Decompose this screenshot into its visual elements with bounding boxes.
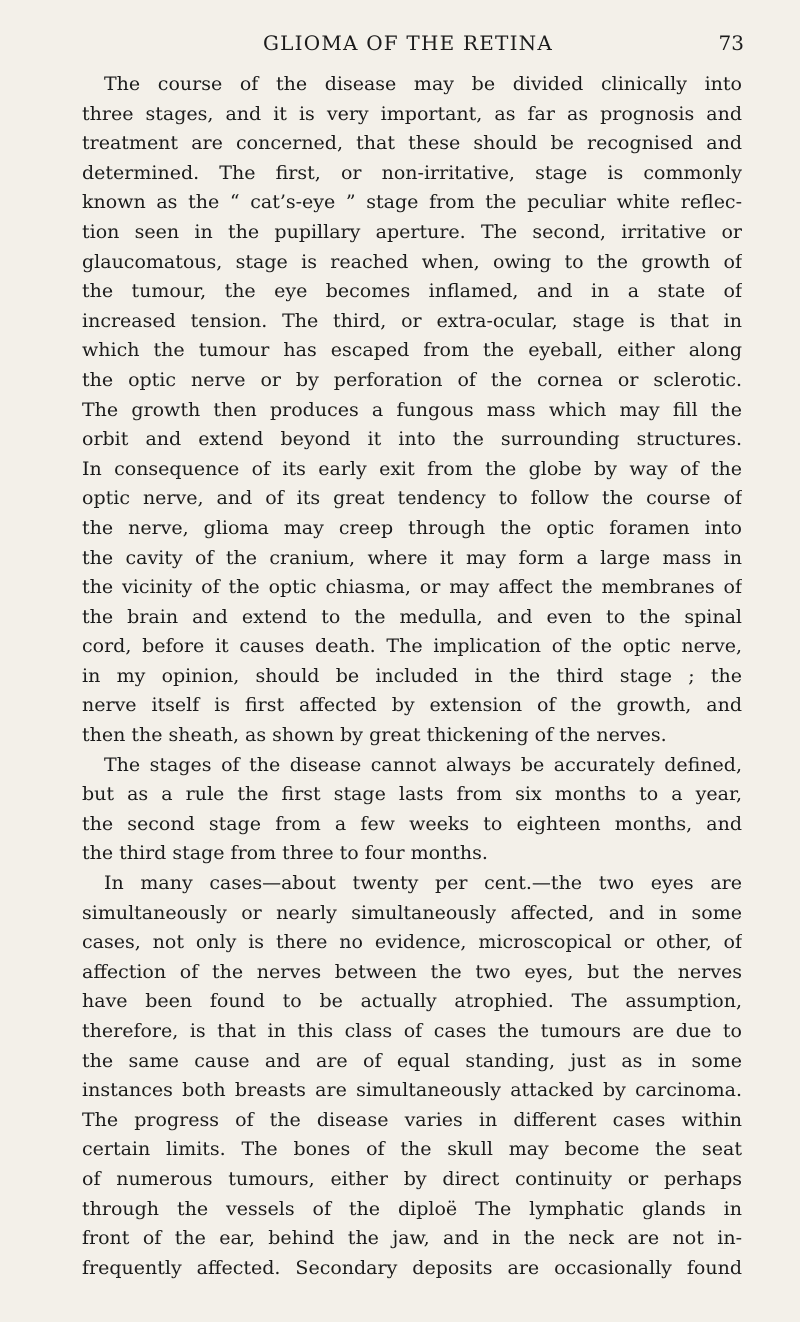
paragraph [82, 869, 742, 1283]
text-line: in my opinion, should be included in the third stage ; the [82, 664, 742, 687]
text-line: which the tumour has escaped from the eyeball, either along [82, 339, 742, 362]
running-head [72, 28, 744, 58]
text-line: orbit and extend beyond it into the surrounding structures. [82, 428, 742, 451]
text-line: the brain and extend to the medulla, and even to the spinal [82, 605, 742, 628]
text-line: the optic nerve or by perforation of the cornea or sclerotic. [82, 368, 742, 391]
text-line: the vicinity of the optic chiasma, or may affect the membranes of [82, 576, 742, 599]
text-line: therefore, is that in this class of cases the tumours are due to [82, 1020, 742, 1042]
text-line: then the sheath, as shown by great thickening of the nerves. [82, 724, 667, 747]
text-line: certain limits. The bones of the skull may become the seat [82, 1138, 742, 1161]
text-line: In many cases—about twenty per cent.—the two eyes are [104, 872, 742, 895]
text-line: frequently affected. Secondary deposits are occasionally found [82, 1256, 742, 1279]
text-line: determined. The first, or non-irritative, stage is commonly [82, 161, 742, 184]
text-line: tion seen in the pupillary aperture. The second, irritative or [82, 220, 742, 243]
text-line: but as a rule the first stage lasts from six months to a year, [82, 783, 742, 806]
paragraph [82, 751, 742, 869]
text-line: nerve itself is first affected by extension of the growth, and [82, 694, 742, 717]
text-line: The course of the disease may be divided clinically into [104, 73, 742, 95]
text-line: have been found to be actually atrophied. The assumption, [82, 990, 742, 1013]
running-title: GLIOMA OF THE RETINA [262, 31, 554, 55]
paragraph [82, 70, 742, 751]
text-line: glaucomatous, stage is reached when, owing to the growth of [82, 250, 742, 273]
text-line: through the vessels of the diploë The lymphatic glands in [82, 1197, 742, 1220]
text-line: treatment are concerned, that these should be recognised and [82, 132, 742, 155]
text-line: known as the “ cat’s-eye ” stage from the peculiar white reflec- [82, 191, 742, 214]
text-line: simultaneously or nearly simultaneously affected, and in some [82, 901, 742, 924]
page-number: 73 [718, 31, 744, 55]
text-line: cord, before it causes death. The implication of the optic nerve, [82, 635, 742, 658]
text-line: The stages of the disease cannot always be accurately defined, [104, 753, 742, 776]
text-line: increased tension. The third, or extra-ocular, stage is that in [82, 309, 742, 332]
text-line: instances both breasts are simultaneously attacked by carcinoma. [82, 1079, 742, 1102]
text-line: the cavity of the cranium, where it may form a large mass in [82, 546, 742, 569]
text-line: the tumour, the eye becomes inflamed, and in a state of [82, 280, 742, 303]
text-line: The progress of the disease varies in different cases within [82, 1108, 742, 1131]
text-line: affection of the nerves between the two eyes, but the nerves [82, 960, 742, 983]
text-line: cases, not only is there no evidence, microscopical or other, of [82, 931, 742, 954]
text-line: In consequence of its early exit from the globe by way of the [82, 457, 742, 480]
text-line: the same cause and are of equal standing, just as in some [82, 1049, 742, 1072]
text-line: of numerous tumours, either by direct continuity or perhaps [82, 1167, 742, 1190]
text-line: the second stage from a few weeks to eighteen months, and [82, 812, 742, 835]
text-line: front of the ear, behind the jaw, and in the neck are not in- [82, 1227, 742, 1250]
text-line: the nerve, glioma may creep through the optic foramen into [82, 516, 742, 539]
text-line: optic nerve, and of its great tendency to follow the course of [82, 487, 742, 510]
text-line: the third stage from three to four months. [82, 842, 488, 865]
body-text [82, 70, 742, 1283]
text-line: three stages, and it is very important, as far as prognosis and [82, 102, 742, 125]
text-line: The growth then produces a fungous mass which may fill the [82, 398, 742, 421]
